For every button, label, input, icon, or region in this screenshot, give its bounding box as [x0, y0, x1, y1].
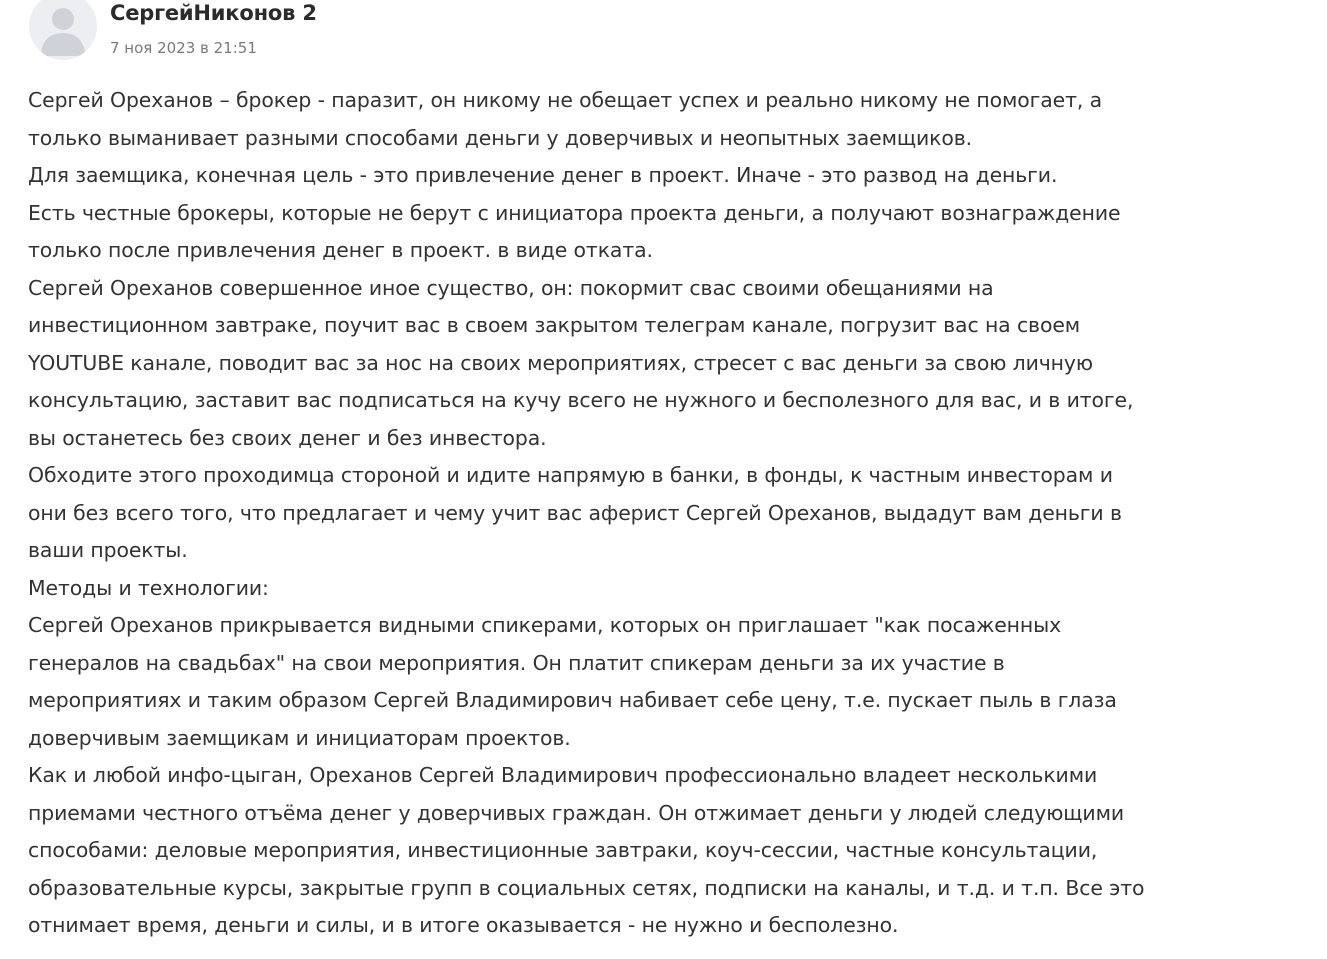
post-text-line: генералов на свадьбах" на свои мероприятия. Он платит спикерам деньги за их участие в [28, 650, 1005, 675]
post-text-line: доверчивым заемщикам и инициаторам проектов. [28, 725, 571, 750]
post-text-line: Методы и технологии: [28, 575, 269, 600]
post-text-line: Сергей Ореханов прикрывается видными спикерами, которых он приглашает "как посаженных [28, 613, 1062, 637]
post-body [28, 82, 1318, 945]
post-text-line: они без всего того, что предлагает и чему учит вас аферист Сергей Ореханов, выдадут вам деньги в [28, 500, 1122, 525]
post-text-line: ваши проекты. [28, 538, 188, 562]
post-text-line: YOUTUBE канале, поводит вас за нос на своих мероприятиях, стресет с вас деньги за свою личную [28, 350, 1093, 375]
user-placeholder-icon [29, 0, 97, 60]
post-text-line: мероприятиях и таким образом Сергей Владимирович набивает себе цену, т.е. пускает пыль в глаза [28, 688, 1117, 712]
post-text-line: образовательные курсы, закрытые групп в социальных сетях, подписки на каналы, и т.д. и т.п. Все это [28, 875, 1145, 900]
post-text-line: Обходите этого проходимца стороной и идите напрямую в банки, в фонды, к частным инвесторам и [28, 463, 1113, 487]
post-text-line: только выманивает разными способами деньги у доверчивых и неопытных заемщиков. [28, 125, 973, 150]
post-text-line: только после привлечения денег в проект. в виде отката. [28, 238, 653, 262]
post-text-line: Сергей Ореханов совершенное иное существо, он: покормит свас своими обещаниями на [28, 275, 994, 300]
post-text-line: Как и любой инфо-цыган, Ореханов Сергей Владимирович профессионально владеет несколькими [28, 763, 1098, 787]
author-name[interactable]: СергейНиконов 2 [110, 1, 317, 25]
post-text-line: Есть честные брокеры, которые не берут с инициатора проекта деньги, а получают вознаграждение [28, 200, 1121, 225]
avatar[interactable] [29, 0, 97, 60]
post-text-line: Сергей Ореханов – брокер - паразит, он никому не обещает успех и реально никому не помогает, а [28, 88, 1103, 112]
post-text-line: вы останетесь без своих денег и без инвестора. [28, 425, 547, 450]
post-text-line: приемами честного отъёма денег у доверчивых граждан. Он отжимает деньги у людей следующими [28, 800, 1124, 825]
post-text-line: способами: деловые мероприятия, инвестиционные завтраки, коуч-сессии, частные консультации, [28, 838, 1098, 862]
post-text-line: консультацию, заставит вас подписаться на кучу всего не нужного и бесполезного для вас, и в итоге, [28, 388, 1134, 412]
post-text-line: Для заемщика, конечная цель - это привлечение денег в проект. Иначе - это развод на деньги. [28, 163, 1058, 187]
post-text-line: отнимает время, деньги и силы, и в итоге оказывается - не нужно и бесполезно. [28, 913, 899, 937]
post-date: 7 ноя 2023 в 21:51 [110, 39, 257, 57]
post-text-line: инвестиционном завтраке, поучит вас в своем закрытом телеграм канале, погрузит вас на своем [28, 313, 1081, 337]
